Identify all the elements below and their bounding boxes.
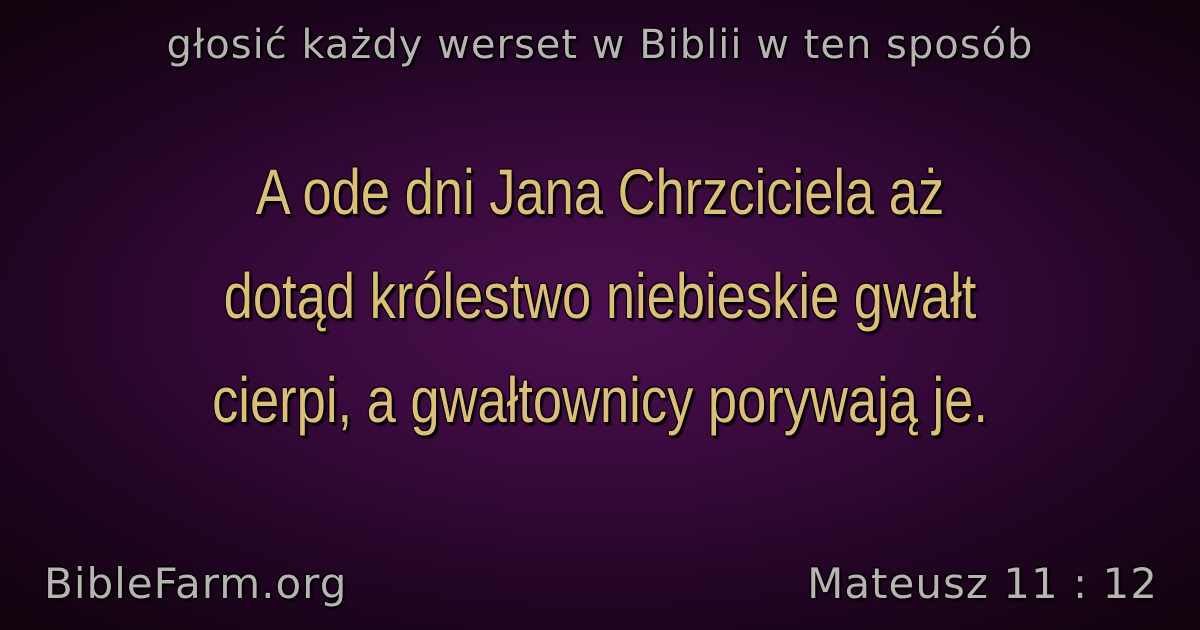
verse-line: dotąd królestwo niebieskie gwałt <box>223 260 977 332</box>
tagline: głosić każdy werset w Biblii w ten sposób <box>166 22 1034 68</box>
verse-line: A ode dni Jana Chrzciciela aż <box>255 156 945 228</box>
verse-reference: Mateusz 11 : 12 <box>807 559 1158 608</box>
verse-line: cierpi, a gwałtownicy porywają je. <box>212 364 988 436</box>
site-name: BibleFarm.org <box>44 559 348 608</box>
verse-text <box>141 140 1059 452</box>
